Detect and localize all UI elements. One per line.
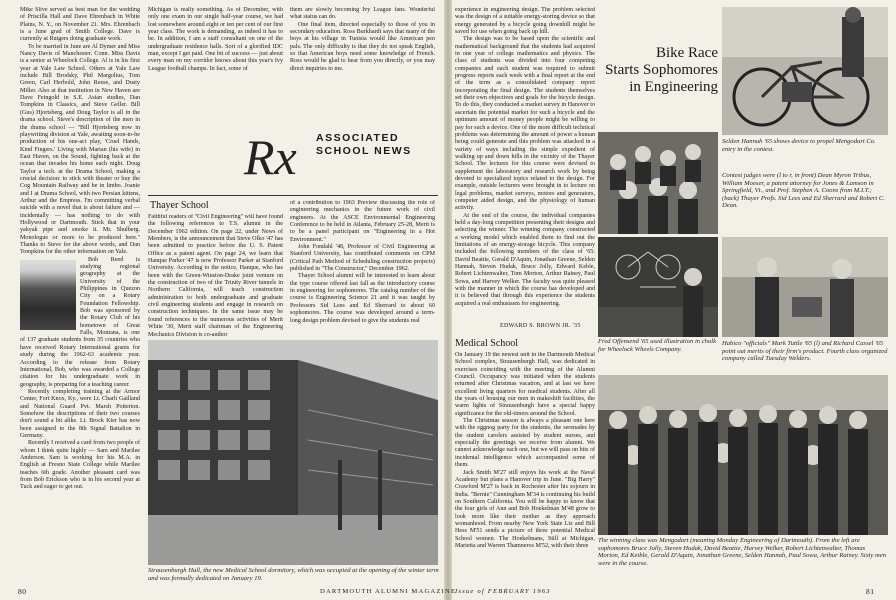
- left-col-3-top: [290, 7, 435, 119]
- bike-race-title: [598, 45, 718, 96]
- habico-illustration: [722, 237, 888, 337]
- paragraph: One final item, directed especially to those of you in secondary education. Ross Burkhardt says that many of the boys at his village in Tunisia would like American pen pals. The only difficulty is that they do not speak English, so that American boys need some knowledge of French. Ross would be glad to hear from you directly, or you may direct inquiries to me.: [290, 21, 435, 72]
- paragraph: Thayer School alumni will be interested to learn about the type course offered last fall as the introductory course in engineering for sophomores. The catalog number of the course is Engineering Science 21 and it was taught by Professors Sid Lees and Ed Sherrard to about 60 sophomores. The course was developed around a term-long design problem devised to give the students real: [290, 273, 435, 324]
- judges-caption: Contest judges were (l to r, in front) Dean Myron Tribus, William Moeser, a patent attorney for Jones & Lamson in Springfield, Vt., and Prof. Stephen A. Coons from M.I.T.; (back) Thayer Profs. Sid Lees and Ed Sherrard and Robert C. Dean.: [722, 172, 885, 210]
- right-col-1: [455, 7, 595, 329]
- paragraph: The Christmas season is always a pleasant one here with the eggnog party for the students, the serenades by the student carolers assisted by student nurses, and especially the greetings we receive from alumni. We cannot acknowledge each one, but we will pass on bits of incidental intelligence which accompanied some of them.: [455, 418, 595, 469]
- paragraph: John Fondahl '48, Professor of Civil Engineering at Stanford University, has contributed comments on CPM (Critical Path Method of Scheduling construction projects) published in "The Constructor," December 1962.: [290, 244, 435, 273]
- asn-line-2: SCHOOL NEWS: [316, 145, 412, 157]
- chalk-illustration-photo: [598, 237, 718, 337]
- habico-caption: Habico "officials" Mark Tuttle '65 (l) and Richard Cassel '65 point out merits of their firm's product. Fourth class organized company called Tuesday Welders.: [722, 340, 888, 363]
- asn-line-1: ASSOCIATED: [316, 132, 400, 144]
- paragraph: The design was to be based upon the scientific and mathematical background that the students had acquired in one year of college mathematics and physics. The class of students was divided into four competing companies and each student was required to submit progress reports each week with a final report at the end of the term as a consolidated company report incorporating the final design. The students themselves set their own objectives and goals for the bicycle design. To do this, they conducted a market survey in Hanover to ascertain the potential market for such a bicycle and the optimum amount of money people might be willing to pay for such a device. One of the more difficult technical problems was determining the amount of power a human being could generate and this problem was attacked in a variety of ways including the simple expedient of walking up and down hills in the vicinity of the Thayer School. The lectures for this course were devised to supplement the laboratory and research work by being devoted to specialized topics related to the design. For example, outside lecturers were brought in to lecture on legal problems, market surveys, motors and generators, computer aided design, and the physiology of human activity.: [455, 36, 595, 212]
- winning-class-caption: The winning class was Mengodart (meaning Monday Engineering of Dartmouth). From the left are sophomores Bruce Jolly, Steven Hudak, David Beattie, Harvey Welker, Robert Lichtenwalter, Thomas Morton, Ed Keible, Gerald D'Aquin, Jonathan Greene, Selden Hannah, Paul Sowa, Arthur Rainey. Sixty men were in the course.: [598, 537, 887, 567]
- paragraph: Bob Reed is studying regional geography at the University of the Philippines in Quezon City on a Rotary Foundation Fellowship. Bob was sponsored by the Rotary Club of his hometown of Great Falls, Montana, is one of 137 graduate students from 35 countries who have received Rotary International grants for study during the 1962-63 academic year. According to the release from Rotary International, Bob, who was awarded a College citation for his undergraduate work in geography, is preparing for a teaching career.: [20, 256, 140, 388]
- class-group-illustration: [598, 375, 888, 535]
- divider: [148, 195, 438, 196]
- left-col-1: [20, 7, 140, 572]
- thayer-heading: Thayer School: [150, 200, 209, 211]
- paragraph: Jack Smith M'27 still enjoys his work at the Naval Academy but plans a Hanover trip in June. "Big Harry" Crawford M'27 is back in Rochester after his sojourn in India. "Bernie" Cunningham M'34 is continuing his build on Southern California. You will be happy to know that the four girls of Ann and Bob Hoekelman M'48 grow to look more like their mother as they approach womanhood. From nearby New York State Liz and Bill Hess M'51 sends a picture of three potential Medical School women. The Hoekelmans, Still at Michigan, Marietta and Warren Thamneros M'52, with their three: [455, 469, 595, 549]
- magazine-name: DARTMOUTH ALUMNI MAGAZINE: [320, 588, 457, 595]
- title-line-1: Bike Race: [655, 45, 718, 61]
- paragraph: Recently completing training at the Armor Center, Fort Knox, Ky., were Lt. Charli Gailland and National Guard Pvt. Marsh Potterton. Somehow the descriptions of their two courses don't sound a bit alike. Lt. Brock Kier has now been assigned to the 8th Signal Battalion in Germany.: [20, 388, 140, 439]
- paragraph: them are slowly becoming Ivy League fans. Wonderful what status can do.: [290, 7, 435, 21]
- paragraph: To be married in June are Al Dymer and Miss Nancy Davis of Manchester. Conn. Miss Davis is a senior at Wheelock College. Al is in his first year at Yale Law School. Others at Yale Law include Bill Brodsky, Phil Margolius, Tom Green, Carl Herbold, John Reese, and Dusty Miller. Also at that institution in New Haven are Dave Feingold in S.E. Asian studies, Dan Tompkins in Classics, and Steve Geller. Bill (Gus) Hjortsberg, and Doug Taylor is all in the drama school. Steve's description of the men in the drama school — "Bill Hjortsberg now in playwriting division at Yale, awaiting soon-to-be production of his one-act play, 'Cruel Hands, Kind Fingers.' Living with Marian (his wife) in East Haven, on the Sound, fighting back at the ocean that invades his home each night. Doug Taylor a tech. at the Drama School, making a crucial decision: to stick with theater or buy the Cog Mountain Railway and be in limbo. Joanie and I at Drama School, with two Persian kittens, Arthur and the Empress. I'm committing verbal suicide with a novel that is about failure and — incidentally — has nothing to do with Hollywood or Dartmouth. Stick that in your yakyak pipe and smoke it. Mr. Shulberg. Monologue or more to be produced here." Thanks to Steve for the above words, and Dan Tompkins for the other information on Yale.: [20, 43, 140, 256]
- medical-text: [455, 352, 595, 574]
- left-col-2-top: [148, 7, 283, 119]
- paragraph: Michigan is really something. As of December, with only one exam in our single half-year course, we had lost somewhere around eight or ten per cent of our first year class. The work is demanding, as indeed it has to be. In addition, I am a staff consultant on one of the undergraduate residence halls. Sort of a glorified IDC man, except I get paid. One bit of success — just about every man on my corridor knows about this year's Ivy League football champs. In fact, some of: [148, 7, 283, 72]
- paragraph: Recently I received a card from two people of whom I think quite highly — Sam and Marilee Anderson. Sam is working for his M.A. in English at Fresno State College while Marilee teaches 6th grade. Another pleasant card was from Bob Erickson who is in his second year at Tuck and eager to get out.: [20, 440, 140, 491]
- judges-illustration: [598, 132, 718, 234]
- left-col-3-bottom: [290, 200, 435, 337]
- paragraph: Mike Slive served as best man for the wedding of Priscilla Hall and Dave Ehrenbach in White Plains, N. Y., on November 21. Mrs. Ehrenbach is a June grad of Smith College. Dave is currently at Rutgers doing graduate work.: [20, 7, 140, 43]
- portrait-photo: [20, 260, 76, 330]
- bicycle-caption: Selden Hannah '65 shows device to propel Mengodart Co. entry in the contest.: [722, 138, 876, 153]
- left-col-2-bottom: [148, 214, 283, 337]
- habico-officials-photo: [722, 237, 888, 337]
- strausenburgh-hall-photo: [148, 340, 438, 565]
- chalkboard-illustration: [598, 237, 718, 337]
- rx-letters: Rx: [244, 129, 297, 185]
- left-folio: 80: [18, 587, 27, 596]
- paragraph: On January 19 the newest unit in the Dartmouth Medical School complex, Strausenburgh Hall, was dedicated in exercises coinciding with the meeting of the Alumni Council. Occupancy was initiated when the students returned after Christmas vacation, and at last we have excellent living quarters for medical students. After all the years of housing our men in makeshift facilities, the warm lights of Strausenburgh have a special happy significance for the old-timers around the School.: [455, 352, 595, 417]
- issue-date: Issue of FEBRUARY 1963: [455, 588, 551, 595]
- paragraph: experience in engineering design. The problem selected was the design of a suitable energy-storing device so that energy generated by a bicycle going downhill might be saved for use when going back up hill.: [455, 7, 595, 36]
- bicycle-illustration: [722, 7, 888, 135]
- medical-heading: Medical School: [455, 338, 519, 349]
- paragraph: of a contribution to 1963 Preview discussing the role of engineering mechanics in the future work of civil engineers. At the ASCE Environmental Engineering Conference to be held in Atlanta, February 25-28, Merit is to be a panel participant on "Engineering in a Hot Environment.": [290, 200, 435, 243]
- winning-class-photo: [598, 375, 888, 535]
- associated-school-news-title: [316, 132, 412, 158]
- title-line-3: in Engineering: [629, 79, 718, 95]
- paragraph: Faithful readers of "Civil Engineering" will have found the following references to T.S. alumni in the December 1962 edition. On page 22, under News of Members, is the announcement that Steve Olko '47 has been admitted to practice before the U. S. Patent Office as a patent agent. On page 24, we learn that Hanque Parker '47 is now Professor Parker at Stanford University. According to the notice, Hanque, who has been with the Green-Winston-Drake joint venture on the construction of two of the Trinity River tunnels in Northern California, will teach construction administration to both undergraduate and graduate civil engineering students and engage in research on construction techniques. In the same issue may be found references to the numerous activities of Merit White '30, Merit staff chairman of the Engineering Mechanics Division is co-author: [148, 214, 283, 337]
- signature: EDWARD S. BROWN JR. '35: [500, 323, 581, 329]
- contest-judges-photo: [598, 132, 718, 234]
- chalk-caption: Fred Offensend '65 used illustration in chalk for Wheelock Wheels Company.: [598, 338, 717, 353]
- building-illustration: [148, 340, 438, 565]
- right-folio: 81: [866, 587, 875, 596]
- gutter: [444, 0, 452, 600]
- title-line-2: Starts Sophomores: [605, 62, 718, 78]
- rx-logo: [240, 122, 302, 192]
- bicycle-device-photo: [722, 7, 888, 135]
- strausenburgh-caption: Strausenburgh Hall, the new Medical School dormitory, which was occupied at the opening of the winter term and was formally dedicated on January 19.: [148, 567, 439, 582]
- paragraph: At the end of the course, the individual companies held a day-long competition presenting their designs and selecting the winner. The winning company constructed a working model which enabled them to find out the limitations of an energy-storage bicycle. This company included the following members of the class of '65: David Beattie, Gerald D'Aquin, Jonathan Greene, Selden Hannah, Steven Hudak, Bruce Jolly, Edward Keble, Robert Lichtenwalter, Tom Morton, Arthur Rainey, Paul Sowa, and Harvey Welker. The faculty was quite pleased with the manner in which the course has developed and it is believed that through this experience the students acquired a real enthusiasm for engineering.: [455, 212, 595, 307]
